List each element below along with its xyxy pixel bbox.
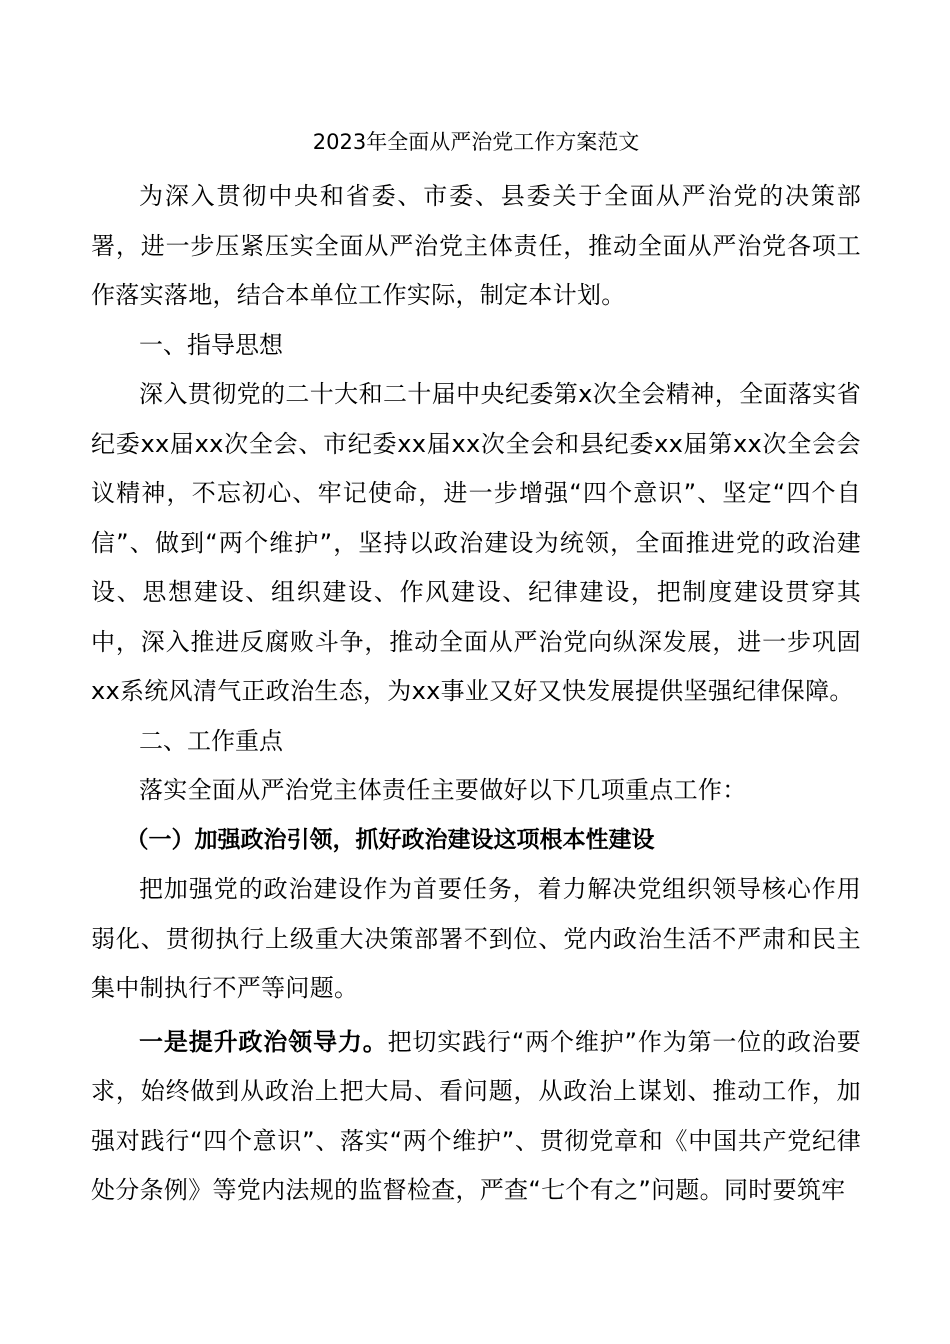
document-title: 2023年全面从严治党工作方案范文 [312,130,640,154]
point-one-lead: 一是提升政治领导力。 [139,1027,388,1056]
section-heading-guiding-thought: 一、指导思想 [139,330,283,359]
political-building-paragraph: 把加强党的政治建设作为首要任务，着力解决党组织领导核心作用弱化、贯彻执行上级重大决策部署不到位、党内政治生活不严肃和民主集中制执行不严等问题。 [91,875,861,1002]
point-one-paragraph [91,1018,861,1216]
document-page [91,118,861,1216]
work-focus-intro-paragraph: 落实全面从严治党主体责任主要做好以下几项重点工作： [139,776,747,804]
point-one-body: 把切实践行“两个维护”作为第一位的政治要求，始终做到从政治上把大局、看问题，从政治上谋划、推动工作，加强对践行“四个意识”、落实“两个维护”、贯彻党章和《中国共产党纪律处分条例》等党内法规的监督检查，严查“七个有之”问题。同时要筑牢 [91,1027,861,1204]
subsection-heading-political-leadership: （一）加强政治引领，抓好政治建设这项根本性建设 [125,826,655,853]
section-heading-work-focus: 二、工作重点 [139,726,283,755]
guiding-thought-paragraph: 深入贯彻党的二十大和二十届中央纪委第x次全会精神，全面落实省纪委xx届xx次全会、市纪委xx届xx次全会和县纪委xx届第xx次全会会议精神，不忘初心、牢记使命，进一步增强“四个意识”、坚定“四个自信”、做到“两个维护”，坚持以政治建设为统领，全面推进党的政治建设、思想建设、组织建设、作风建设、纪律建设，把制度建设贯穿其中，深入推进反腐败斗争，推动全面从严治党向纵深发展，进一步巩固xx系统风清气正政治生态，为xx事业又好又快发展提供坚强纪律保障。 [91,380,861,705]
intro-paragraph: 为深入贯彻中央和省委、市委、县委关于全面从严治党的决策部署，进一步压紧压实全面从严治党主体责任，推动全面从严治党各项工作落实落地，结合本单位工作实际，制定本计划。 [91,182,861,309]
